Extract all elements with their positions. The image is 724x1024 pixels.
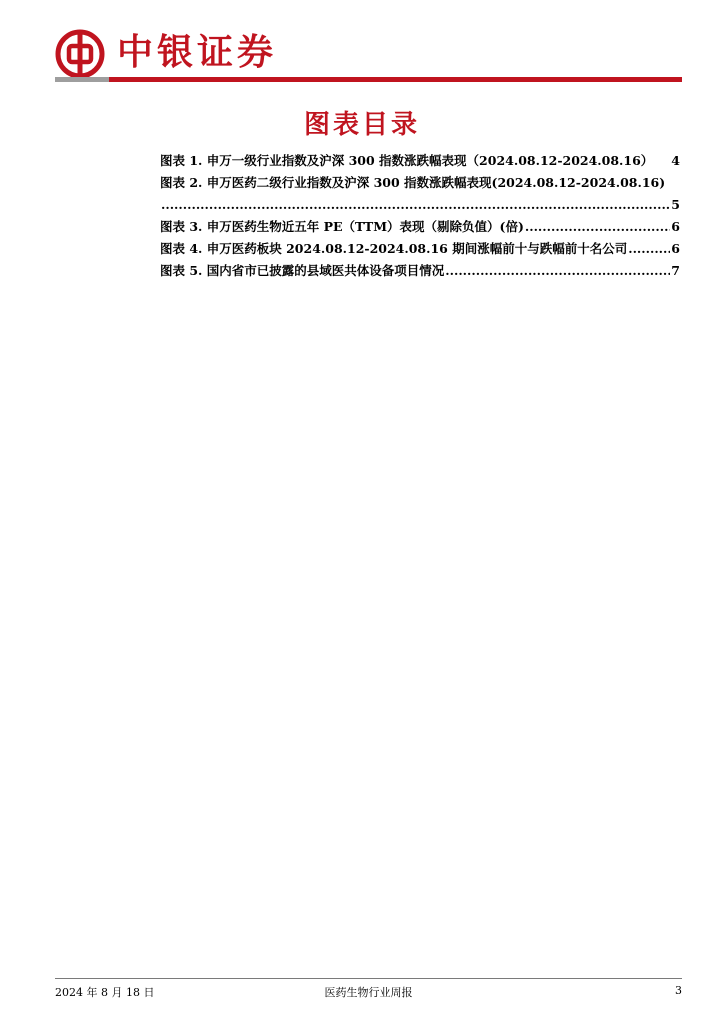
toc-entry-2-continuation[interactable]: [160, 194, 680, 216]
toc-leader-dots: [525, 216, 670, 238]
footer-report-name: 医药生物行业周报: [324, 986, 413, 999]
bank-of-china-logo-icon: [55, 29, 105, 79]
toc-entry-4[interactable]: [160, 238, 680, 260]
header-rule-red: [109, 77, 682, 82]
toc-entry-page: 4: [671, 153, 680, 168]
toc-entry-text: 图表 5. 国内省市已披露的县域医共体设备项目情况: [160, 263, 445, 278]
toc-leader-dots: [628, 238, 670, 260]
toc-entry-page: 5: [671, 197, 680, 212]
footer-date: 2024 年 8 月 18 日: [55, 986, 155, 999]
page-footer: [55, 982, 682, 1002]
brand-name: 中银证券: [117, 32, 278, 73]
toc-title: 图表目录: [303, 110, 420, 140]
toc-entry-page: 7: [671, 263, 680, 278]
toc-entry-5[interactable]: [160, 260, 680, 282]
toc-entry-text: 图表 4. 申万医药板块 2024.08.12-2024.08.16 期间涨幅前十与跌幅前十名公司: [160, 241, 628, 256]
toc-entry-1[interactable]: [160, 150, 680, 172]
page-header: [55, 25, 682, 85]
table-of-figures: [160, 150, 680, 282]
toc-entry-page: 6: [671, 241, 680, 256]
toc-entry-text: 图表 1. 申万一级行业指数及沪深 300 指数涨跌幅表现（2024.08.12-2024.08.16）: [160, 153, 654, 168]
toc-entry-page: 6: [671, 219, 680, 234]
toc-leader-dots: [445, 260, 670, 282]
toc-entry-2[interactable]: [160, 172, 680, 194]
toc-leader-dots: [161, 194, 670, 216]
header-rule-gray: [55, 77, 109, 82]
footer-rule: [55, 978, 682, 979]
toc-entry-text: 图表 2. 申万医药二级行业指数及沪深 300 指数涨跌幅表现(2024.08.12-2024.08.16): [160, 175, 666, 190]
toc-entry-text: 图表 3. 申万医药生物近五年 PE（TTM）表现（剔除负值）(倍): [160, 219, 524, 234]
footer-page-number: 3: [675, 984, 682, 997]
toc-entry-3[interactable]: [160, 216, 680, 238]
